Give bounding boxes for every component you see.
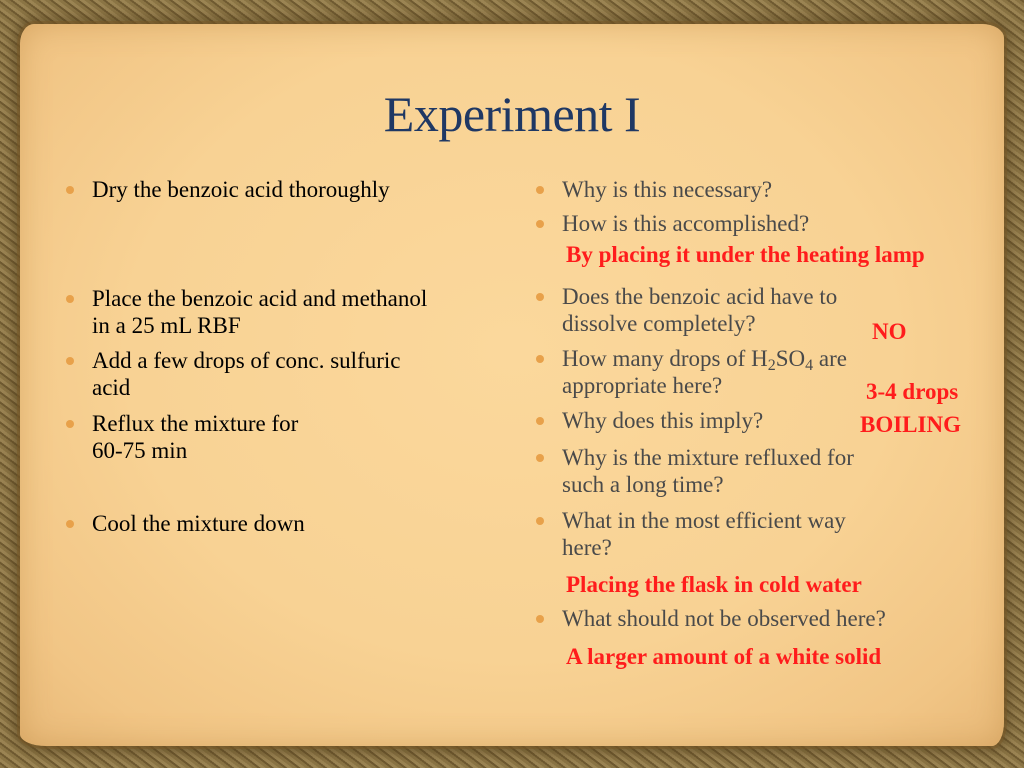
list-item (62, 285, 522, 339)
list-item (62, 347, 522, 401)
answer-cold-water: Placing the flask in cold water (566, 572, 862, 597)
bullet-text: Why is the mixture refluxed for (562, 445, 854, 470)
bullet-text-cont: acid (92, 375, 131, 400)
list-item (532, 507, 952, 561)
bullet-text: Why does this imply? (562, 408, 764, 433)
list-item (532, 444, 952, 498)
bullet-text: How is this accomplished? (562, 211, 810, 236)
bullet-text: What should not be observed here? (562, 606, 886, 631)
answer-boiling: BOILING (860, 412, 961, 437)
bullet-icon (536, 417, 544, 425)
slide-title: Experiment I (383, 86, 641, 142)
bullet-icon (66, 357, 74, 365)
bullet-text: Reflux the mixture for (92, 411, 299, 436)
bullet-icon (536, 220, 544, 228)
list-item (62, 410, 522, 464)
bullet-text: Dry the benzoic acid thoroughly (92, 177, 390, 202)
answer-no: NO (872, 319, 907, 344)
list-item (62, 176, 522, 203)
list-item (62, 510, 522, 537)
bullet-icon (536, 517, 544, 525)
answer-drops: 3-4 drops (866, 379, 959, 404)
list-item (532, 210, 952, 237)
answer-white-solid: A larger amount of a white solid (566, 644, 882, 669)
bullet-icon (66, 520, 74, 528)
bullet-text-cont: such a long time? (562, 472, 724, 497)
bullet-text: Place the benzoic acid and methanol (92, 286, 428, 311)
list-item (532, 605, 952, 632)
bullet-icon (536, 615, 544, 623)
bullet-text: Does the benzoic acid have to (562, 284, 838, 309)
bullet-text: Cool the mixture down (92, 511, 305, 536)
bullet-icon (536, 454, 544, 462)
bullet-icon (66, 186, 74, 194)
bullet-text: How many drops of $H_2SO_4$ are (562, 346, 847, 374)
list-item (532, 176, 952, 203)
bullet-icon (536, 355, 544, 363)
bullet-icon (536, 186, 544, 194)
bullet-icon (66, 295, 74, 303)
bullet-icon (536, 293, 544, 301)
answer-heating-lamp: By placing it under the heating lamp (566, 242, 925, 267)
bullet-text-cont: dissolve completely? (562, 311, 756, 336)
bullet-icon (66, 420, 74, 428)
bullet-text-cont: appropriate here? (562, 373, 723, 398)
bullet-text: Why is this necessary? (562, 177, 773, 202)
bullet-text: What in the most efficient way (562, 508, 846, 533)
bullet-text-cont: here? (562, 535, 612, 560)
bullet-text: Add a few drops of conc. sulfuric (92, 348, 401, 373)
bullet-text-cont: in a 25 mL RBF (92, 313, 241, 338)
bullet-text-cont: 60-75 min (92, 438, 188, 463)
